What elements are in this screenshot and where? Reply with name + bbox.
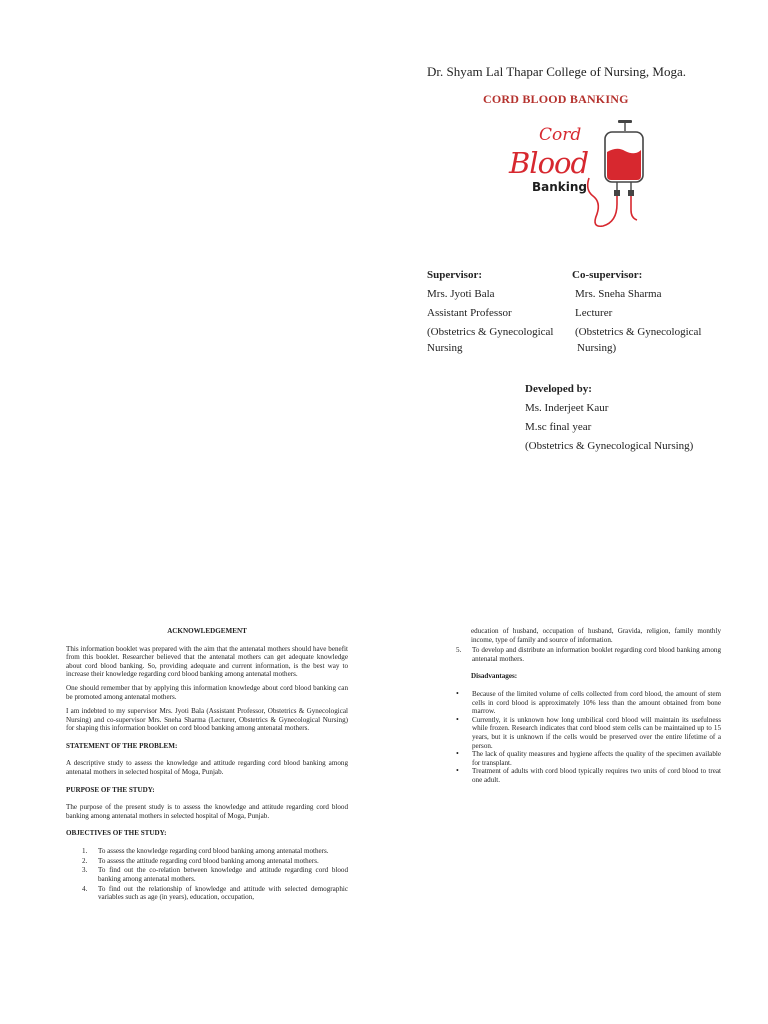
objective-4-continuation: education of husband, occupation of husband, Gravida, religion, family monthly income, type of family and source of information. xyxy=(471,627,721,644)
developer-block xyxy=(525,380,693,456)
cosupervisor-designation: Lecturer xyxy=(575,307,613,319)
cord-blood-banking-logo xyxy=(505,118,655,233)
objectives-list xyxy=(66,847,348,902)
list-item: • Because of the limited volume of cells collected from cord blood, the amount of stem cells in cord blood is approximately 10% less than the amount obtained from bone marrow. xyxy=(456,688,721,716)
supervisor-name: Mrs. Jyoti Bala xyxy=(427,288,495,300)
disadvantages-list xyxy=(456,690,721,785)
list-item: 3. To find out the co-relation between knowledge and attitude regarding cord blood banking among antenatal mothers. xyxy=(82,866,348,884)
acknowledgement-heading: ACKNOWLEDGEMENT xyxy=(167,627,247,635)
bullet-icon: • xyxy=(456,749,459,759)
developer-dept: (Obstetrics & Gynecological Nursing) xyxy=(525,440,694,452)
supervisor-block xyxy=(427,266,562,358)
booklet-title: CORD BLOOD BANKING xyxy=(483,92,629,106)
developer-name: Ms. Inderjeet Kaur xyxy=(525,402,609,414)
bullet-icon: • xyxy=(456,688,459,698)
cosupervisor-name: Mrs. Sneha Sharma xyxy=(575,288,662,300)
list-item: • The lack of quality measures and hygiene affects the quality of the specimen available for transplant. xyxy=(456,749,721,767)
cosupervisor-dept-line2: Nursing) xyxy=(577,342,617,354)
blood-tube xyxy=(588,178,617,226)
purpose-text: The purpose of the present study is to assess the knowledge and attitude regarding cord blood banking among antenatal mothers in selected hospital of Moga, Punjab. xyxy=(66,803,348,820)
problem-heading: STATEMENT OF THE PROBLEM: xyxy=(66,741,178,750)
ack-paragraph-2: One should remember that by applying this information knowledge about cord blood banking can be promoted among antenatal mothers. xyxy=(66,684,348,701)
problem-text: A descriptive study to assess the knowledge and attitude regarding cord blood banking among antenatal mothers in selected hospital of Moga, Punjab. xyxy=(66,759,348,776)
cosupervisor-block xyxy=(572,266,712,358)
ack-paragraph-3: I am indebted to my supervisor Mrs. Jyoti Bala (Assistant Professor, Obstetrics & Gynecological Nursing) and co-supervisor Mrs. Sneha Sharma (Lecturer, Obstetrics & Gynecological Nursing) for shaping this information booklet on cord blood banking among antenatal mothers. xyxy=(66,706,348,733)
bullet-icon: • xyxy=(456,766,459,776)
objectives-list-continued xyxy=(440,646,721,663)
ack-paragraph-1: This information booklet was prepared with the aim that the antenatal mothers should have benefit from this booklet. Researcher believed that the antenatal mothers can get adequate knowledge about cord blood banking. So, providing adequate and current information, is the best way to increase their knowledge regarding cord blood banking among antenatal mothers. xyxy=(66,644,348,679)
supervisor-dept-line1: (Obstetrics & Gynecological xyxy=(427,326,554,338)
logo-word-banking: Banking xyxy=(532,180,588,194)
list-item: 2. To assess the attitude regarding cord blood banking among antenatal mothers. xyxy=(82,856,319,865)
left-column xyxy=(66,627,348,903)
purpose-heading: PURPOSE OF THE STUDY: xyxy=(66,785,155,794)
list-item: • Currently, it is unknown how long umbilical cord blood will maintain its usefulness while frozen. Research indicates that cord blood stem cells can be maintained up to 15 years, but it is unknown if the cells would be preserved over the entire lifetime of a person. xyxy=(456,714,721,750)
supervisor-dept-line2: Nursing xyxy=(427,342,463,354)
college-name: Dr. Shyam Lal Thapar College of Nursing, Moga. xyxy=(427,64,686,79)
list-item: 5. To develop and distribute an information booklet regarding cord blood banking among antenatal mothers. xyxy=(456,646,721,663)
cosupervisor-heading: Co-supervisor: xyxy=(572,269,643,281)
list-item: 1. To assess the knowledge regarding cord blood banking among antenatal mothers. xyxy=(82,846,329,855)
developer-year: M.sc final year xyxy=(525,421,592,433)
supervisor-heading: Supervisor: xyxy=(427,269,482,281)
supervisor-designation: Assistant Professor xyxy=(427,307,512,319)
list-item: • Treatment of adults with cord blood typically requires two units of cord blood to treat one adult. xyxy=(456,766,721,784)
developer-heading: Developed by: xyxy=(525,383,592,395)
objectives-heading: OBJECTIVES OF THE STUDY: xyxy=(66,829,167,838)
disadvantages-heading: Disadvantages: xyxy=(471,672,518,681)
cosupervisor-dept-line1: (Obstetrics & Gynecological xyxy=(575,326,702,338)
bullet-icon: • xyxy=(456,714,459,724)
logo-word-cord: Cord xyxy=(539,125,582,145)
logo-word-blood: Blood xyxy=(509,146,589,180)
blood-bag-icon xyxy=(605,120,643,196)
list-item: 4. To find out the relationship of knowledge and attitude with selected demographic variables such as age (in years), education, occupation, xyxy=(82,884,348,902)
right-column xyxy=(456,627,721,785)
